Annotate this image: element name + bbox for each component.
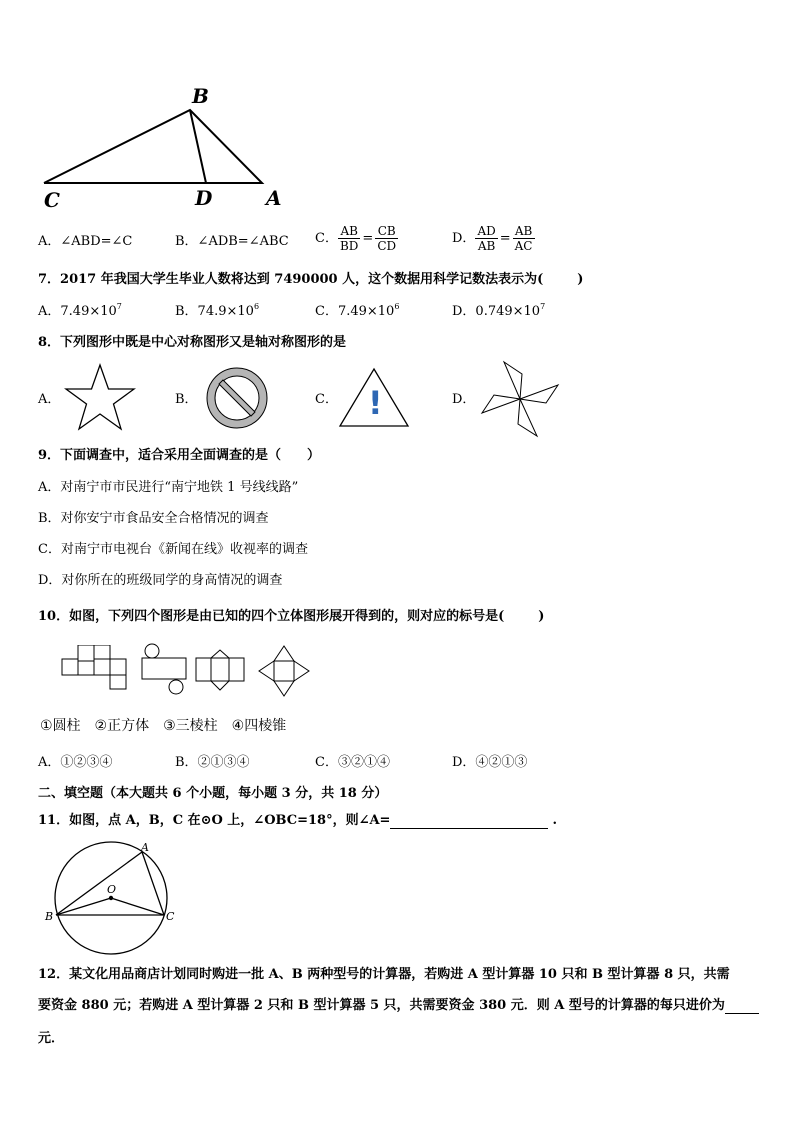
- q8-label-d[interactable]: D．: [452, 392, 476, 407]
- q10-option-d[interactable]: D．④②①③: [452, 755, 528, 770]
- q10-option-a[interactable]: A．①②③④: [38, 755, 113, 770]
- q6-option-b[interactable]: B．∠ADB=∠ABC: [175, 234, 289, 249]
- star-icon[interactable]: [62, 363, 138, 433]
- fraction-ab-ac: $\frac{AB}{AC}$: [514, 224, 533, 253]
- q12-line-1: 12．某文化用品商店计划同时购进一批 A、B 两种型号的计算器，若购进 A 型计算器 10 只和 B 型计算器 8 只，共需: [38, 967, 730, 982]
- warning-exclaim: !: [368, 384, 383, 422]
- q6-option-a[interactable]: A．∠ABD=∠C: [38, 234, 133, 249]
- triangle-outline: [44, 110, 262, 183]
- q11-question: 11．如图，点 A，B，C 在⊙O 上，∠OBC=18°，则∠A= .: [38, 813, 557, 828]
- prism-net-figure: [194, 648, 246, 692]
- circle-label-o: O: [107, 883, 117, 896]
- q6-d-prefix: D．: [452, 231, 476, 246]
- fraction-ad-ab: $\frac{AD}{AB}$: [477, 224, 496, 253]
- q12-answer-blank[interactable]: [725, 999, 759, 1014]
- label-b: B: [192, 84, 209, 108]
- q10-solids-list: ①圆柱 ②正方体 ③三棱柱 ④四棱锥: [40, 718, 287, 734]
- q9-option-a[interactable]: A．对南宁市市民进行“南宁地铁 1 号线线路”: [38, 480, 299, 495]
- pinwheel-icon[interactable]: [480, 360, 560, 438]
- triangle-figure: [30, 80, 300, 215]
- section-title: 二、填空题（本大题共 6 个小题，每小题 3 分，共 18 分）: [38, 786, 388, 801]
- q12-line-3: 元．: [38, 1031, 65, 1046]
- q10-question: 10．如图，下列四个图形是由已知的四个立体图形展开得到的，则对应的标号是( ): [38, 609, 545, 624]
- q7-option-d[interactable]: D．$0.749\times 10^7$: [452, 302, 546, 319]
- segment-bd: [190, 110, 206, 183]
- q8-label-c[interactable]: C．: [315, 392, 338, 407]
- q7-option-b[interactable]: B．$74.9\times 10^6$: [175, 302, 260, 319]
- label-d: D: [195, 186, 213, 210]
- fraction-ab-bd: $\frac{AB}{BD}$: [339, 224, 359, 253]
- q11-answer-blank[interactable]: [390, 814, 548, 829]
- q6-option-d[interactable]: D． $\frac{AD}{AB}$ = $\frac{AB}{AC}$: [452, 224, 533, 253]
- circle-figure: [48, 835, 178, 961]
- q9-option-b[interactable]: B．对你安宁市食品安全合格情况的调查: [38, 511, 269, 526]
- q8-label-b[interactable]: B．: [175, 392, 198, 407]
- label-a: A: [266, 186, 282, 210]
- label-c: C: [44, 188, 60, 212]
- prohibition-icon[interactable]: [203, 364, 271, 432]
- q8-label-a[interactable]: A．: [38, 392, 61, 407]
- q8-question: 8．下列图形中既是中心对称图形又是轴对称图形的是: [38, 335, 347, 350]
- cube-net-figure: [60, 645, 130, 691]
- q7-question: 7．2017 年我国大学生毕业人数将达到 7490000 人，这个数据用科学记数法表示为( ): [38, 272, 584, 287]
- q12-line-2: 要资金 880 元；若购进 A 型计算器 2 只和 B 型计算器 5 只，共需要资金 380 元．则 A 型号的计算器的每只进价为: [38, 998, 759, 1014]
- cylinder-net-figure: [138, 642, 188, 698]
- pyramid-net-figure: [257, 644, 311, 698]
- q10-option-b[interactable]: B．②①③④: [175, 755, 250, 770]
- q10-option-c[interactable]: C．③②①④: [315, 755, 390, 770]
- circle-label-b: B: [45, 910, 54, 923]
- circle-label-c: C: [166, 910, 175, 923]
- fraction-cb-cd: $\frac{CB}{CD}$: [377, 224, 397, 253]
- q7-option-c[interactable]: C．$7.49\times 10^6$: [315, 302, 400, 319]
- q9-option-c[interactable]: C．对南宁市电视台《新闻在线》收视率的调查: [38, 542, 308, 557]
- q7-option-a[interactable]: A．$7.49\times 10^7$: [38, 302, 122, 319]
- q6-option-c[interactable]: C． $\frac{AB}{BD}$ = $\frac{CB}{CD}$: [315, 224, 397, 253]
- q9-question: 9．下面调查中，适合采用全面调查的是（ ）: [38, 448, 321, 463]
- circle-label-a: A: [141, 841, 149, 854]
- q6-c-prefix: C．: [315, 231, 338, 246]
- q9-option-d[interactable]: D．对你所在的班级同学的身高情况的调查: [38, 573, 283, 588]
